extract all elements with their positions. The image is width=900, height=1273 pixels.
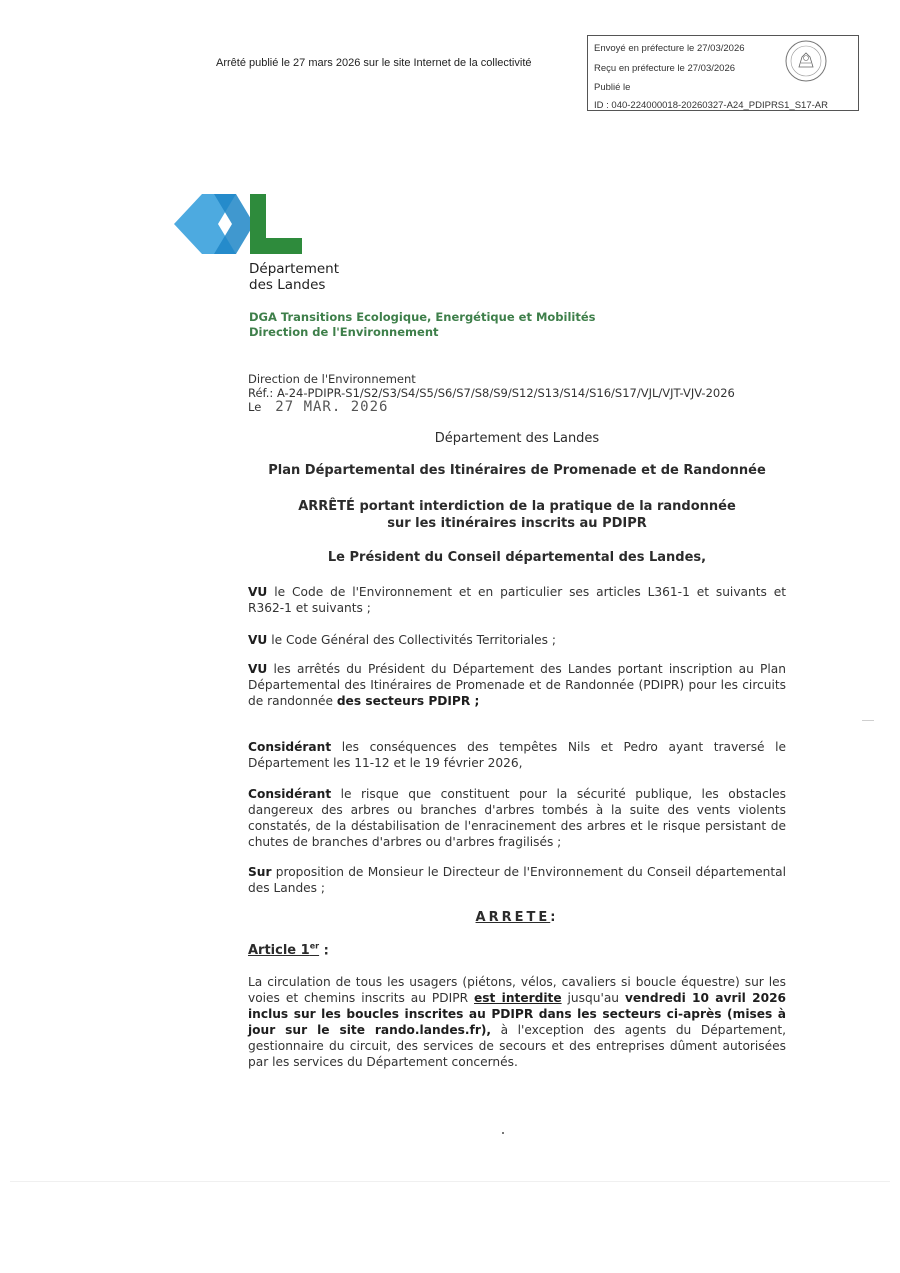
vu-lead: VU xyxy=(248,662,268,676)
considerant-lead: Considérant xyxy=(248,787,332,801)
logo-line-2: des Landes xyxy=(249,277,326,293)
vu-text: le Code Général des Collectivités Territoriales ; xyxy=(271,633,556,647)
article-1-heading xyxy=(248,942,329,958)
vu-paragraph-2 xyxy=(248,632,786,648)
vu-lead: VU xyxy=(248,633,268,647)
sur-text: proposition de Monsieur le Directeur de l'Environnement du Conseil départemental des Landes ; xyxy=(248,865,787,895)
considerant-text: le risque que constituent pour la sécurité publique, les obstacles dangereux des arbres ou branches d'arbres tombés à la suite des vents violents constatés, de la déstabilisation de l'enracinement des arbres et le risque persistant de chutes de branches d'arbres ou d'arbres fragilisés ; xyxy=(248,787,786,849)
article-1-label-text: Article 1 xyxy=(248,943,310,959)
ref-date-line xyxy=(248,400,735,414)
service-line-1: DGA Transitions Ecologique, Energétique et Mobilités xyxy=(249,310,596,324)
arrete-heading xyxy=(248,910,786,925)
margin-mark xyxy=(862,720,874,721)
arrete-title-line-1: ARRÊTÉ portant interdiction de la pratique de la randonnée xyxy=(298,499,736,514)
departement-landes-logo xyxy=(174,188,306,260)
ref-date-stamp: 27 MAR. 2026 xyxy=(275,399,389,415)
ref-date-label: Le xyxy=(248,400,262,414)
publication-note: Arrêté publié le 27 mars 2026 sur le site Internet de la collectivité xyxy=(216,57,532,69)
service-line-2: Direction de l'Environnement xyxy=(249,325,439,339)
page-dot xyxy=(502,1132,504,1134)
vu-bold: des secteurs PDIPR ; xyxy=(336,694,480,708)
vu-text: les arrêtés du Président du Département des Landes portant inscription au Plan Départemental des Itinéraires de Promenade et de Randonnée (PDIPR) pour les circuits de randonnée xyxy=(248,662,786,708)
article-1-text-1: La circulation de tous les usagers (piétons, vélos, cavaliers si boucle équestre) sur les voies et chemins inscrits au PDIPR xyxy=(248,975,786,1005)
stamp-received: Reçu en préfecture le 27/03/2026 xyxy=(594,63,736,74)
article-1-paragraph xyxy=(248,974,786,1070)
considerant-paragraph-2 xyxy=(248,786,786,850)
ref-direction: Direction de l'Environnement xyxy=(248,372,416,386)
prefecture-stamp xyxy=(587,35,859,111)
vu-text: le Code de l'Environnement et en particulier ses articles L361-1 et suivants et R362-1 et suivants ; xyxy=(248,585,787,615)
stamp-id: ID : 040-224000018-20260327-A24_PDIPRS1_S17-AR xyxy=(594,100,828,111)
ref-number: Réf.: A-24-PDIPR-S1/S2/S3/S4/S5/S6/S7/S8/S9/S12/S13/S14/S16/S17/VJL/VJT-VJV-2026 xyxy=(248,386,735,400)
article-1-sup: er xyxy=(309,942,320,951)
seal-icon xyxy=(784,39,828,83)
logo-text xyxy=(249,261,339,293)
article-1-underlined: est interdite xyxy=(474,991,562,1005)
article-1-colon: : xyxy=(323,943,329,959)
vu-paragraph-3 xyxy=(248,661,786,709)
arrete-title xyxy=(248,498,786,532)
plan-title: Plan Départemental des Itinéraires de Promenade et de Randonnée xyxy=(268,463,766,478)
arrete-heading-colon: : xyxy=(550,910,559,925)
article-1-text-3: à l'exception des agents du Département, gestionnaire du circuit, des services de secours et des entreprises dûment autorisées par les services du Département concernés. xyxy=(248,1023,786,1069)
reference-block xyxy=(248,372,735,414)
article-1-label xyxy=(248,943,319,958)
article-1-bold: vendredi 10 avril 2026 inclus sur les boucles inscrites au PDIPR dans les secteurs ci-après (mises à jour sur le site rando.landes.fr), xyxy=(248,991,787,1037)
considerant-lead: Considérant xyxy=(248,740,332,754)
president-title: Le Président du Conseil départemental des Landes, xyxy=(327,550,707,565)
arrete-heading-text: ARRETE xyxy=(475,910,551,925)
page-divider xyxy=(10,1181,890,1182)
sur-lead: Sur xyxy=(248,865,272,879)
department-title: Département des Landes xyxy=(434,431,600,446)
stamp-sent: Envoyé en préfecture le 27/03/2026 xyxy=(594,43,745,54)
arrete-title-line-2: sur les itinéraires inscrits au PDIPR xyxy=(387,516,647,531)
considerant-text: les conséquences des tempêtes Nils et Pedro ayant traversé le Département les 11-12 et le 19 février 2026, xyxy=(248,740,787,770)
service-name xyxy=(249,310,595,340)
logo-line-1: Département xyxy=(249,261,339,277)
vu-paragraph-1 xyxy=(248,584,786,616)
stamp-published: Publié le xyxy=(594,82,631,93)
vu-lead: VU xyxy=(248,585,268,599)
sur-proposition-paragraph xyxy=(248,864,786,896)
considerant-paragraph-1 xyxy=(248,739,786,771)
article-1-text-2: jusqu'au xyxy=(567,991,620,1005)
